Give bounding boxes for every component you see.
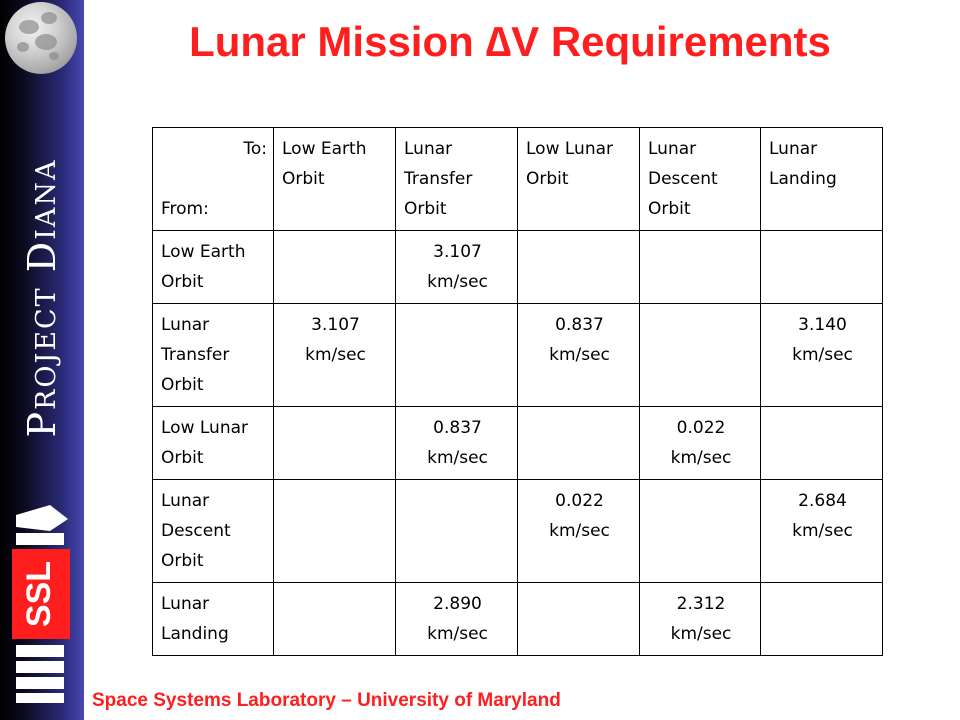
slide-title: Lunar Mission ∆V Requirements (189, 18, 831, 65)
delta-v-cell (761, 304, 883, 407)
delta-v-unit: km/sec (792, 521, 853, 541)
delta-v-value: 0.837 (555, 315, 604, 335)
table-row (153, 480, 883, 583)
table-row (153, 583, 883, 656)
delta-v-unit: km/sec (427, 272, 488, 292)
empty-cell (274, 480, 396, 583)
row-header-line: Lunar (161, 315, 210, 335)
column-header (640, 128, 761, 231)
delta-v-cell (518, 480, 640, 583)
delta-v-cell (396, 407, 518, 480)
column-header-line: Lunar (404, 139, 453, 159)
delta-v-unit: km/sec (792, 345, 853, 365)
delta-v-value: 3.140 (798, 315, 847, 335)
delta-v-unit: km/sec (549, 345, 610, 365)
column-header-line: Lunar (648, 139, 697, 159)
empty-cell (518, 583, 640, 656)
empty-cell (274, 583, 396, 656)
delta-v-table (152, 127, 883, 656)
column-header (396, 128, 518, 231)
delta-v-unit: km/sec (549, 521, 610, 541)
empty-cell (640, 231, 761, 304)
column-header-line: Orbit (648, 199, 691, 219)
footer: Space Systems Laboratory – University of Maryland (92, 690, 561, 711)
empty-cell (274, 231, 396, 304)
column-header-line: Lunar (769, 139, 818, 159)
column-header-line: Low Lunar (526, 139, 614, 159)
empty-cell (761, 583, 883, 656)
column-header (518, 128, 640, 231)
sidebar (0, 0, 84, 720)
column-header-line: Landing (769, 169, 837, 189)
delta-v-value: 2.312 (676, 594, 726, 614)
empty-cell (761, 231, 883, 304)
delta-v-unit: km/sec (670, 624, 732, 644)
row-header-line: Orbit (161, 272, 204, 292)
row-header-line: Lunar (161, 491, 210, 511)
row-header (153, 231, 274, 304)
delta-v-value: 2.890 (433, 594, 482, 614)
header-corner (153, 128, 274, 231)
delta-v-value: 3.107 (311, 315, 360, 335)
header-to-label: To: (243, 139, 267, 159)
row-header-line: Orbit (161, 551, 204, 571)
column-header-line: Orbit (282, 169, 325, 189)
column-header-line: Transfer (404, 169, 473, 189)
delta-v-unit: km/sec (305, 345, 366, 365)
delta-v-cell (274, 304, 396, 407)
row-header-line: Orbit (161, 375, 204, 395)
brand-label: Project Diana (20, 158, 64, 438)
delta-v-unit: km/sec (427, 624, 488, 644)
column-header-line: Orbit (404, 199, 447, 219)
delta-v-cell (396, 583, 518, 656)
delta-v-value: 0.022 (555, 491, 604, 511)
row-header-line: Lunar (161, 594, 210, 614)
empty-cell (518, 407, 640, 480)
row-header-line: Landing (161, 624, 229, 644)
delta-v-value: 2.684 (798, 491, 847, 511)
column-header (761, 128, 883, 231)
delta-v-unit: km/sec (427, 448, 488, 468)
empty-cell (274, 407, 396, 480)
delta-v-unit: km/sec (670, 448, 732, 468)
column-header-line: Descent (648, 169, 718, 189)
column-header-line: Orbit (526, 169, 569, 189)
row-header-line: Low Lunar (161, 418, 249, 438)
delta-v-cell (640, 583, 761, 656)
empty-cell (396, 480, 518, 583)
empty-cell (396, 304, 518, 407)
row-header-line: Orbit (161, 448, 204, 468)
ssl-logo (10, 505, 74, 705)
table-header-row (153, 128, 883, 231)
ssl-logo-text: SSL (19, 560, 58, 628)
delta-v-value: 0.837 (433, 418, 482, 438)
delta-v-cell (396, 231, 518, 304)
row-header-line: Low Earth (161, 242, 246, 262)
row-header (153, 480, 274, 583)
delta-v-cell (640, 407, 761, 480)
row-header (153, 583, 274, 656)
row-header-line: Descent (161, 521, 231, 541)
row-header (153, 304, 274, 407)
empty-cell (761, 407, 883, 480)
column-header-line: Low Earth (282, 139, 367, 159)
empty-cell (640, 304, 761, 407)
delta-v-value: 3.107 (433, 242, 482, 262)
row-header (153, 407, 274, 480)
row-header-line: Transfer (161, 345, 230, 365)
column-header (274, 128, 396, 231)
table-row (153, 231, 883, 304)
delta-v-value: 0.022 (676, 418, 726, 438)
header-from-label: From: (161, 199, 209, 219)
delta-v-cell (518, 304, 640, 407)
empty-cell (640, 480, 761, 583)
delta-v-cell (761, 480, 883, 583)
table-row (153, 304, 883, 407)
empty-cell (518, 231, 640, 304)
table-row (153, 407, 883, 480)
